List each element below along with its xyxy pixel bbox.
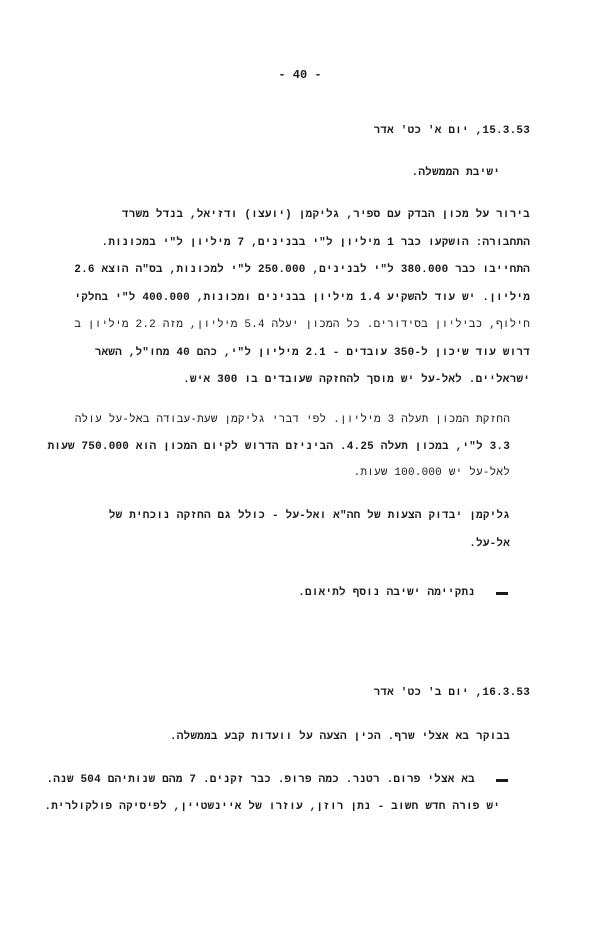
decision-line: נתקיימה ישיבה נוסף לתיאום. [298,587,475,599]
paragraph-1-line-4: מיליון. יש עוד להשקיע 1.4 מיליון בבנינים ומכונות, 400.000 ל"י בחלקי [74,292,530,304]
date-header-2: 16.3.53, יום ב' כט' אדר [373,687,530,699]
paragraph-1-line-6: דרוש עוד שיכון ל-350 עובדים - 2.1 מיליון ל"י, כהם 40 מחו"ל, השאר [94,347,530,359]
paragraph-1-line-5: חילוף, כביליון בסידורים. כל המכון יעלה 5.4 מיליון, מזה 2.2 מיליון ב [74,319,530,331]
paragraph-1-line-2: התחבורה: הושקעו כבר 1 מיליון ל"י בבנינים, 7 מיליון ל"י במכונות. [101,237,530,249]
paragraph-2-line-3: לאל-על יש 100.000 שעות. [353,467,510,479]
page-number: - 40 - [278,68,322,82]
morning-note: בבוקר בא אצלי שרף. הכין הצעה על וועדות קבע בממשלה. [169,731,510,743]
heading-government-meeting: ישיבת הממשלה. [411,167,500,179]
paragraph-1-line-3: התחייבו כבר 380.000 ל"י לבנינים, 250.000 ל"י למכונות, בס"ה הוצא 2.6 [74,264,530,276]
item-line-2: יש פורה חדש חשוב - נתן רוזן, עוזרו של איינשטיין, לפיסיקה פולקולרית. [44,801,500,813]
paragraph-3-line-1: גליקמן יבדוק הצעות של חה"א ואל-על - כולל גם החזקה נוכחית של [108,510,510,522]
paragraph-2-line-2: 3.3 ל"י, במכון תעלה 4.25. הביניזם הדרוש לקיום המכון הוא 750.000 שעות [47,441,510,453]
date-header-1: 15.3.53, יום א' כט' אדר [373,125,530,137]
paragraph-2-line-1: החזקת המכון תעלה 3 מיליון. לפי דברי גליקמן שעת-עבודה באל-על עולה [74,414,510,426]
paragraph-1-line-7: ישראליים. לאל-על יש מוסך להחזקה שעובדים בו 300 איש. [183,374,530,386]
dash-bullet-2 [496,779,508,782]
paragraph-3-line-2: אל-על. [469,538,510,550]
paragraph-1-line-1: בירור על מכון הבדק עם ספיר, גליקמן (יועצו) ודזיאל, בנדל משרד [121,209,530,221]
dash-bullet-1 [496,592,508,595]
item-line-1: בא אצלי פרום. רטנר. כמה פרופ. כבר זקנים. 7 מהם שנותיהם 504 שנה. [46,774,475,786]
